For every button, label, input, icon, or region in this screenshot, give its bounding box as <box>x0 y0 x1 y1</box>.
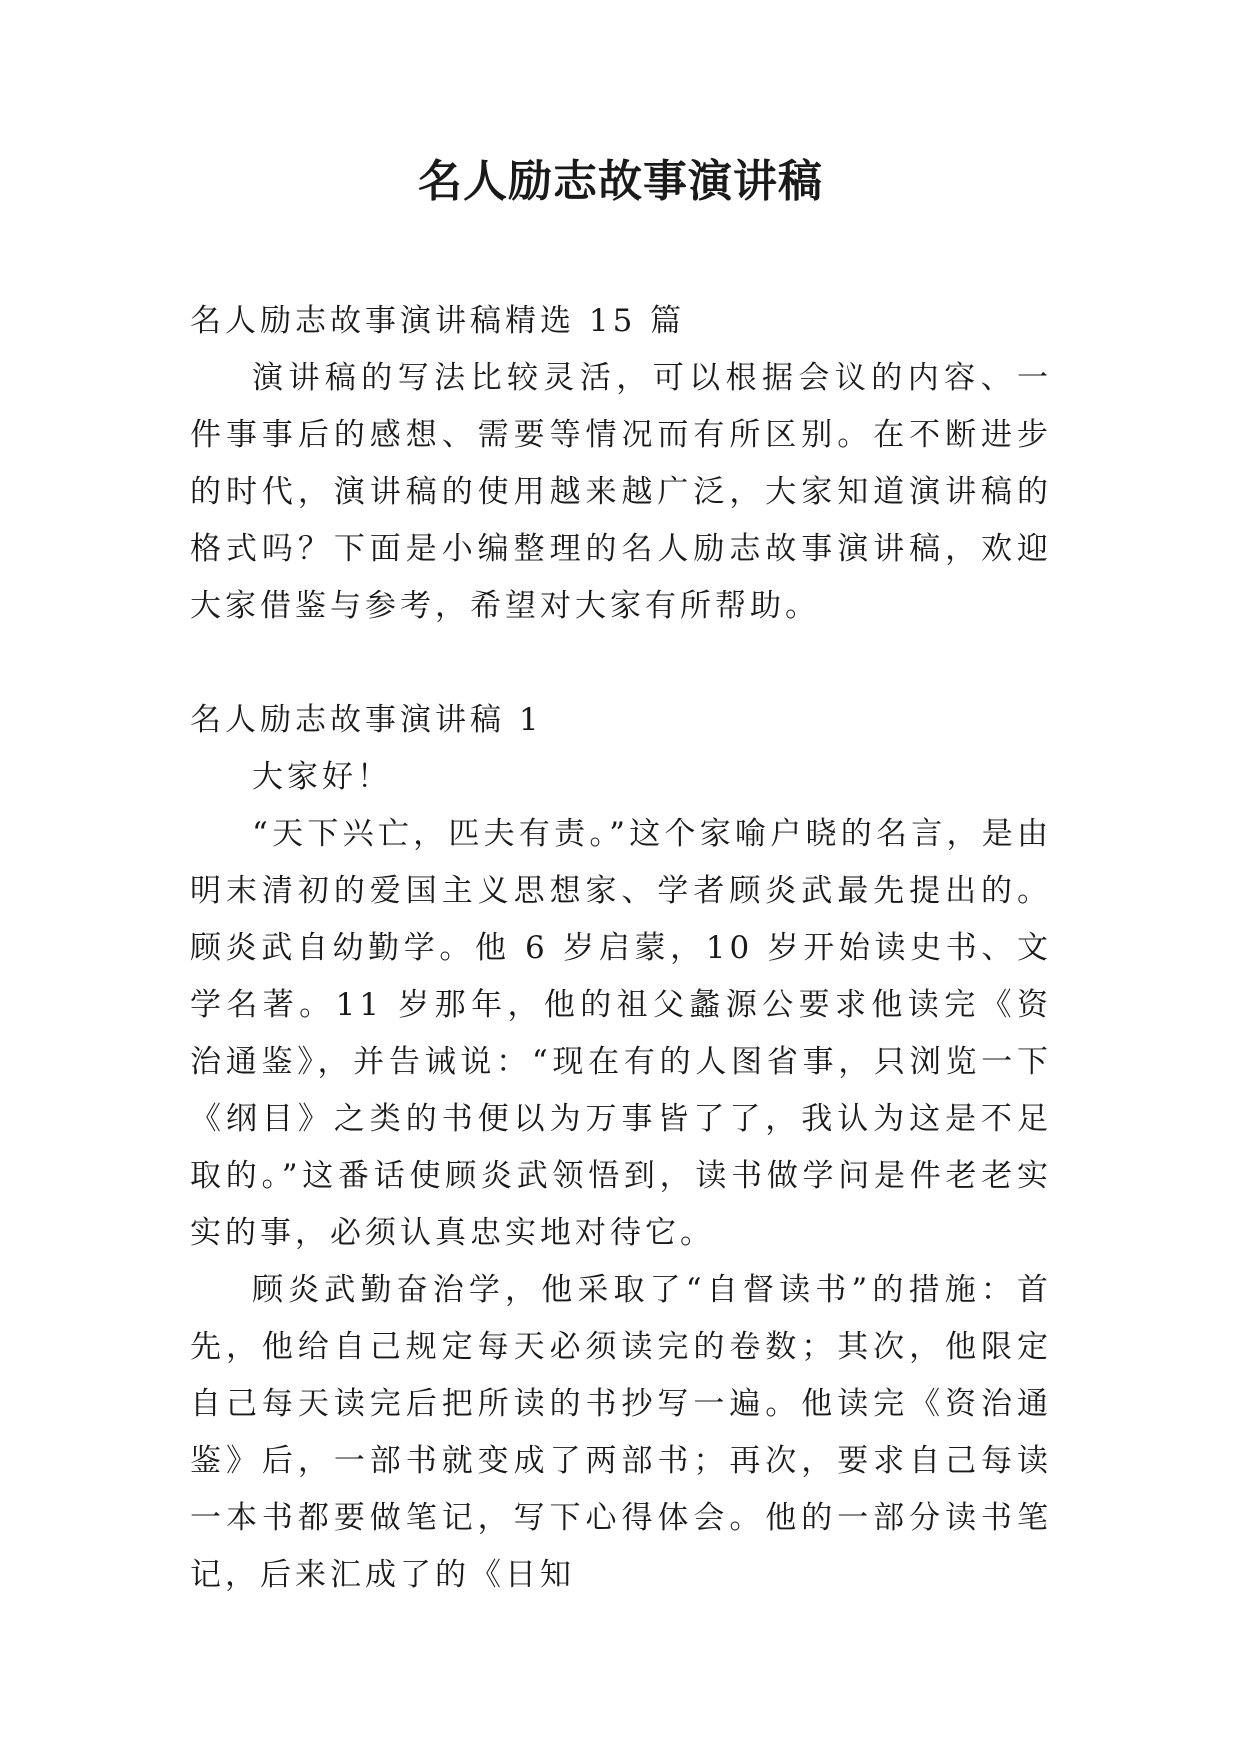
section-spacer <box>190 635 1052 692</box>
intro-paragraph: 演讲稿的写法比较灵活，可以根据会议的内容、一件事事后的感想、需要等情况而有所区别。在不断进步的时代，演讲稿的使用越来越广泛，大家知道演讲稿的格式吗？下面是小编整理的名人励志故事演讲稿，欢迎大家借鉴与参考，希望对大家有所帮助。 <box>190 360 1052 624</box>
body-paragraph: “天下兴亡，匹夫有责。”这个家喻户晓的名言，是由明末清初的爱国主义思想家、学者顾炎武最先提出的。顾炎武自幼勤学。他 6 岁启蒙，10 岁开始读史书、文学名著。11 岁那年，他的祖父蠡源公要求他读完《资治通鉴》，并告诫说：“现在有的人图省事，只浏览一下《纲目》之类的书便以为万事皆了了，我认为这是不足取的。”这番话使顾炎武领悟到，读书做学问是件老老实实的事，必须认真忠实地对待它。 <box>190 816 1052 1251</box>
greeting-paragraph: 大家好！ <box>252 759 392 795</box>
body-paragraph: 顾炎武勤奋治学，他采取了“自督读书”的措施：首先，他给自己规定每天必须读完的卷数；其次，他限定自己每天读完后把所读的书抄写一遍。他读完《资治通鉴》后，一部书就变成了两部书；再次，要求自己每读一本书都要做笔记，写下心得体会。他的一部分读书笔记，后来汇成了的《日知 <box>190 1272 1052 1593</box>
section-heading: 名人励志故事演讲稿 1 <box>190 702 543 738</box>
document-subtitle: 名人励志故事演讲稿精选 15 篇 <box>190 303 686 339</box>
document-body <box>190 293 1052 1604</box>
document-title: 名人励志故事演讲稿 <box>418 156 823 207</box>
